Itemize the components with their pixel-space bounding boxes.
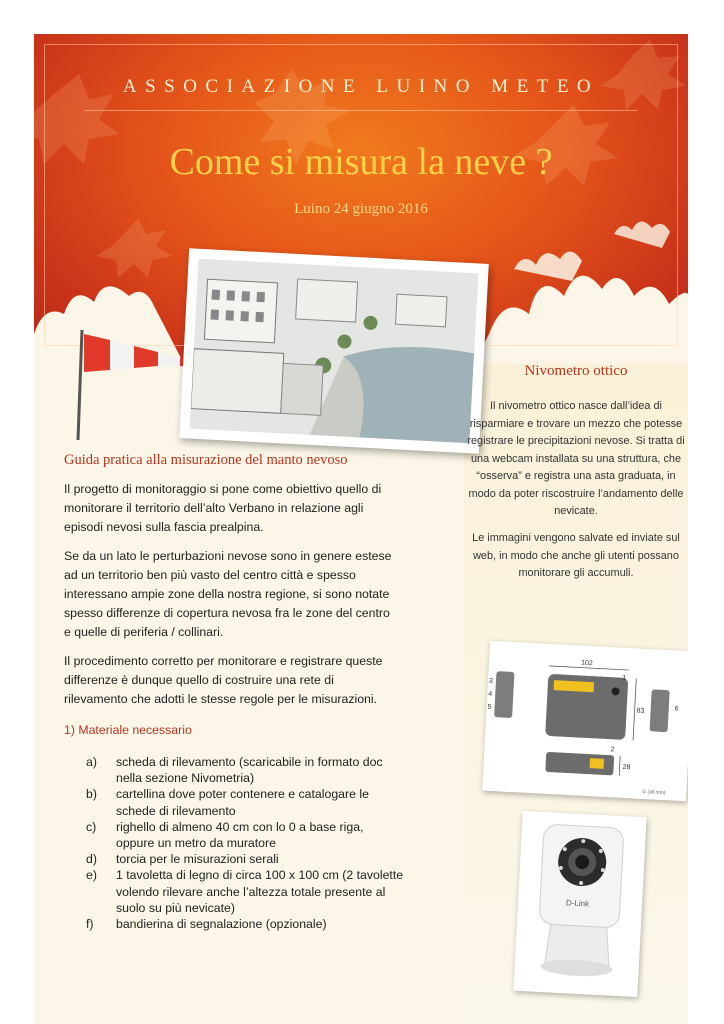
- paragraph-2: Se da un lato le perturbazioni nevose sono in genere estese ad un territorio ben più vasto del centro città e spesso interessano ampie zone della nostra regione, si sono notate spesso differenze di copertura nevosa fra le zone del centro e quelle di periferia / collinari.: [64, 549, 392, 639]
- sidebar-heading: Nivometro ottico: [524, 363, 628, 379]
- svg-text:1: 1: [622, 674, 627, 682]
- paragraph-3: Il procedimento corretto per monitorare e registrare queste differenze è dunque quello di costruire una rete di rilevamento che adotti le stesse regole per le misurazioni.: [64, 654, 383, 706]
- webcam-photo: [513, 811, 646, 997]
- waterfront-image: [190, 259, 479, 443]
- svg-text:© (all mm): © (all mm): [642, 788, 666, 797]
- svg-text:28: 28: [622, 763, 631, 772]
- list-item: d) torcia per le misurazioni serali: [86, 852, 279, 867]
- sidebar-paragraph-1: Il nivometro ottico nasce dall’idea di risparmiare e trovare un mezzo che potesse registrare le precipitazioni nevose. Si tratta di una webcam installata su una struttura, che “osserva” e registra una asta graduata, in modo da poter riscostruire l’andamento delle nevicate.: [467, 400, 685, 517]
- list-item: b) cartellina dove poter contenere e catalogare le schede di rilevamento: [86, 787, 369, 818]
- svg-text:2: 2: [610, 746, 615, 754]
- waterfront-photo: [190, 259, 479, 443]
- event-date: Luino 24 giugno 2016: [294, 201, 428, 217]
- svg-text:102: 102: [580, 659, 593, 668]
- paragraph-1: Il progetto di monitoraggio si pone come obiettivo quello di monitorare il territorio dell’alto Verbano in relazione agli episodi nevosi sulla fascia prealpina.: [64, 482, 382, 534]
- organization-name: ASSOCIAZIONE LUINO METEO: [122, 76, 600, 97]
- svg-text:4: 4: [488, 690, 493, 698]
- materials-list: [64, 754, 404, 932]
- section-title: 1) Materiale necessario: [64, 723, 192, 737]
- svg-text:3: 3: [488, 677, 494, 685]
- list-item: f) bandierina di segnalazione (opzionale): [86, 917, 327, 932]
- list-item: e) 1 tavoletta di legno di circa 100 x 100 cm (2 tavolette volendo rilevare anche l’altezza totale presente al suolo su più nevicate): [86, 868, 404, 915]
- sidebar-paragraph-2: Le immagini vengono salvate ed inviate sul web, in modo che anche gli utenti possano monitorare gli accumuli.: [472, 532, 680, 579]
- list-item: a) scheda di rilevamento (scaricabile in formato doc nella sezione Nivometria): [86, 755, 383, 786]
- svg-text:83: 83: [636, 707, 645, 715]
- waterfront-photo-frame: [179, 248, 489, 453]
- svg-text:D-Link: D-Link: [565, 898, 590, 909]
- list-item: c) righello di almeno 40 cm con lo 0 a base riga, oppure un metro da muratore: [86, 819, 364, 851]
- page-title: Come si misura la neve ?: [169, 141, 553, 183]
- header-divider: [84, 110, 638, 111]
- svg-text:6: 6: [674, 705, 679, 713]
- main-heading: Guida pratica alla misurazione del manto nevoso: [64, 452, 348, 468]
- webcam-dimension-diagram: [482, 641, 688, 801]
- page: [34, 34, 688, 1024]
- svg-text:5: 5: [487, 703, 492, 711]
